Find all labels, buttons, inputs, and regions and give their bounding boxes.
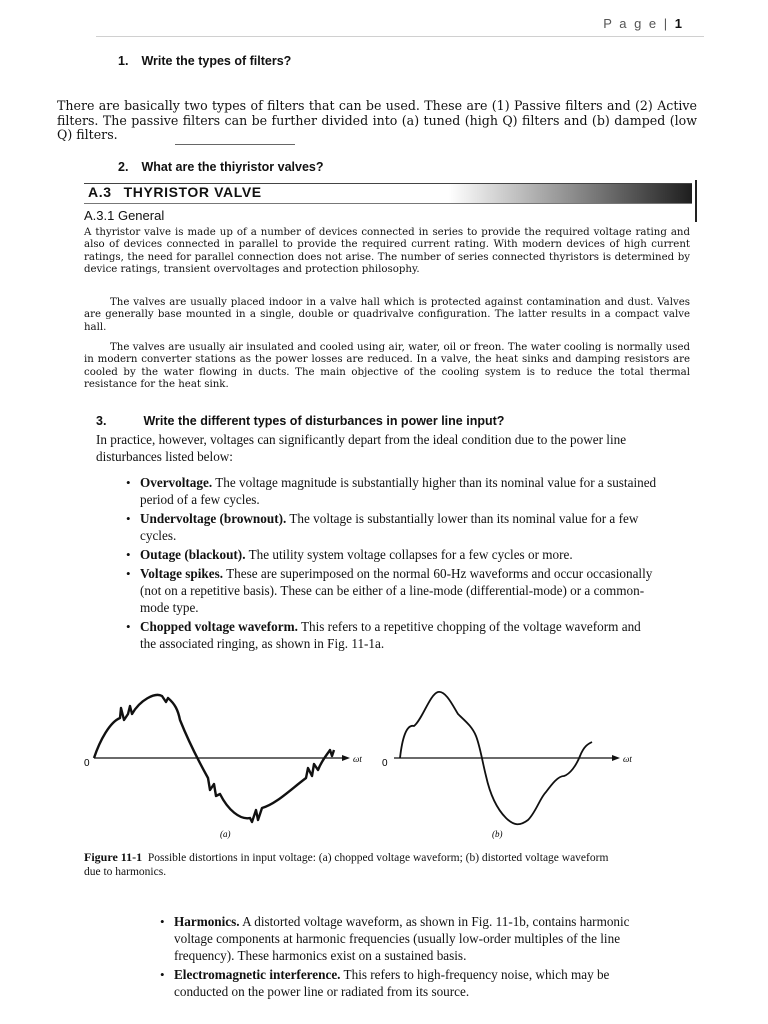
question-2-number: 2. — [118, 160, 129, 174]
section-number: A.3 — [88, 184, 112, 200]
item-term: Chopped voltage waveform. — [140, 619, 298, 634]
item-term: Outage (blackout). — [140, 547, 246, 562]
item-text: A distorted voltage waveform, as shown in Fig. 11-1b, contains harmonic voltage components at harmonic frequencies (usually low-order multiples of the line frequency). These harmonics exist on a sustained basis. — [174, 914, 630, 963]
question-3-number: 3. — [96, 414, 107, 428]
figure-caption — [84, 850, 624, 879]
fig-label-a: (a) — [220, 829, 231, 839]
item-term: Electromagnetic interference. — [174, 967, 341, 982]
valve-paragraph-1: A thyristor valve is made up of a number of devices connected in series to provide the required voltage rating and also of devices connected in parallel to provide the required current rating. With modern devices of high current ratings, the need for parallel connection does not arise. The number of series connected thyristors is determined by device ratings, transient overvoltages and protection philosophy. — [84, 227, 690, 276]
item-text: The utility system voltage collapses for a few cycles or more. — [248, 547, 573, 562]
disturbance-list — [126, 474, 658, 652]
item-text: These are superimposed on the normal 60-Hz waveforms and occur occasionally (not on a repetitive basis). These can be either of a line-mode (differential-mode) or a common-mode type. — [140, 566, 653, 615]
page-number: 1 — [674, 16, 682, 31]
item-term: Overvoltage. — [140, 475, 213, 490]
section-side-rule — [695, 180, 697, 222]
axis-var-b: ωt — [623, 754, 632, 764]
scan-mark — [175, 144, 295, 145]
question-3 — [96, 414, 504, 428]
item-text: This refers to high-frequency noise, which may be conducted on the power line or radiated from its source. — [174, 967, 610, 999]
question-1-text: Write the types of filters? — [141, 54, 292, 68]
item-text: The voltage magnitude is substantially higher than its nominal value for a sustained period of a few cycles. — [140, 475, 657, 507]
disturbance-list-continued — [160, 913, 660, 1000]
origin-label-b: 0 — [382, 758, 388, 769]
item-term: Undervoltage (brownout). — [140, 511, 287, 526]
answer-1: There are basically two types of filters that can be used. These are (1) Passive filters and (2) Active filters. The passive filters can be further divided into (a) tuned (high Q) filters and (b) damped (low Q) filters. — [57, 98, 697, 142]
valve-paragraph-3: The valves are usually air insulated and cooled using air, water, oil or freon. The water cooling is normally used in modern converter stations as the power losses are reduced. In a valve, the heat sinks and damping resistors are cooled by the water flowing in ducts. The main objective of the cooling system is to reduce the total thermal resistance for the heat sink. — [84, 342, 690, 391]
page-prefix: P a g e | — [603, 16, 670, 31]
list-item — [126, 565, 658, 616]
list-item — [126, 474, 658, 508]
list-item — [160, 966, 660, 1000]
list-item — [126, 618, 658, 652]
list-item — [126, 510, 658, 544]
question-1 — [118, 54, 291, 68]
section-heading — [88, 184, 262, 200]
disturbance-intro: In practice, however, voltages can significantly depart from the ideal condition due to the power line disturbances listed below: — [96, 432, 627, 464]
list-item — [126, 546, 658, 563]
axis-arrow-a — [342, 755, 350, 761]
question-2-text: What are the thiyristor valves? — [141, 160, 324, 174]
figure-caption-label: Figure 11-1 — [84, 850, 143, 864]
question-3-text: Write the different types of disturbances in power line input? — [143, 414, 505, 428]
item-text: The voltage is substantially lower than its nominal value for a few cycles. — [140, 511, 639, 543]
axis-arrow-b — [612, 755, 620, 761]
section-title: THYRISTOR VALVE — [123, 184, 262, 200]
origin-label-a: 0 — [84, 758, 90, 769]
valve-paragraph-2: The valves are usually placed indoor in a valve hall which is protected against contamination and dust. Valves are generally base mounted in a single, double or quadrivalve configuration. The latter results in a compact valve hall. — [84, 297, 690, 333]
item-term: Voltage spikes. — [140, 566, 224, 581]
item-text: This refers to a repetitive chopping of the voltage waveform and the associated ringing, as shown in Fig. 11-1a. — [140, 619, 641, 651]
figure-11-1 — [80, 680, 690, 840]
question-2 — [118, 160, 324, 174]
fig-label-b: (b) — [492, 829, 503, 839]
header-rule — [96, 36, 704, 37]
question-1-number: 1. — [118, 54, 129, 68]
item-term: Harmonics. — [174, 914, 240, 929]
page-header — [603, 16, 682, 31]
subsection-heading: A.3.1 General — [84, 208, 165, 223]
axis-var-a: ωt — [353, 754, 362, 764]
list-item — [160, 913, 660, 964]
figure-caption-text: Possible distortions in input voltage: (a) chopped voltage waveform; (b) distorted voltage waveform due to harmonics. — [84, 852, 609, 878]
